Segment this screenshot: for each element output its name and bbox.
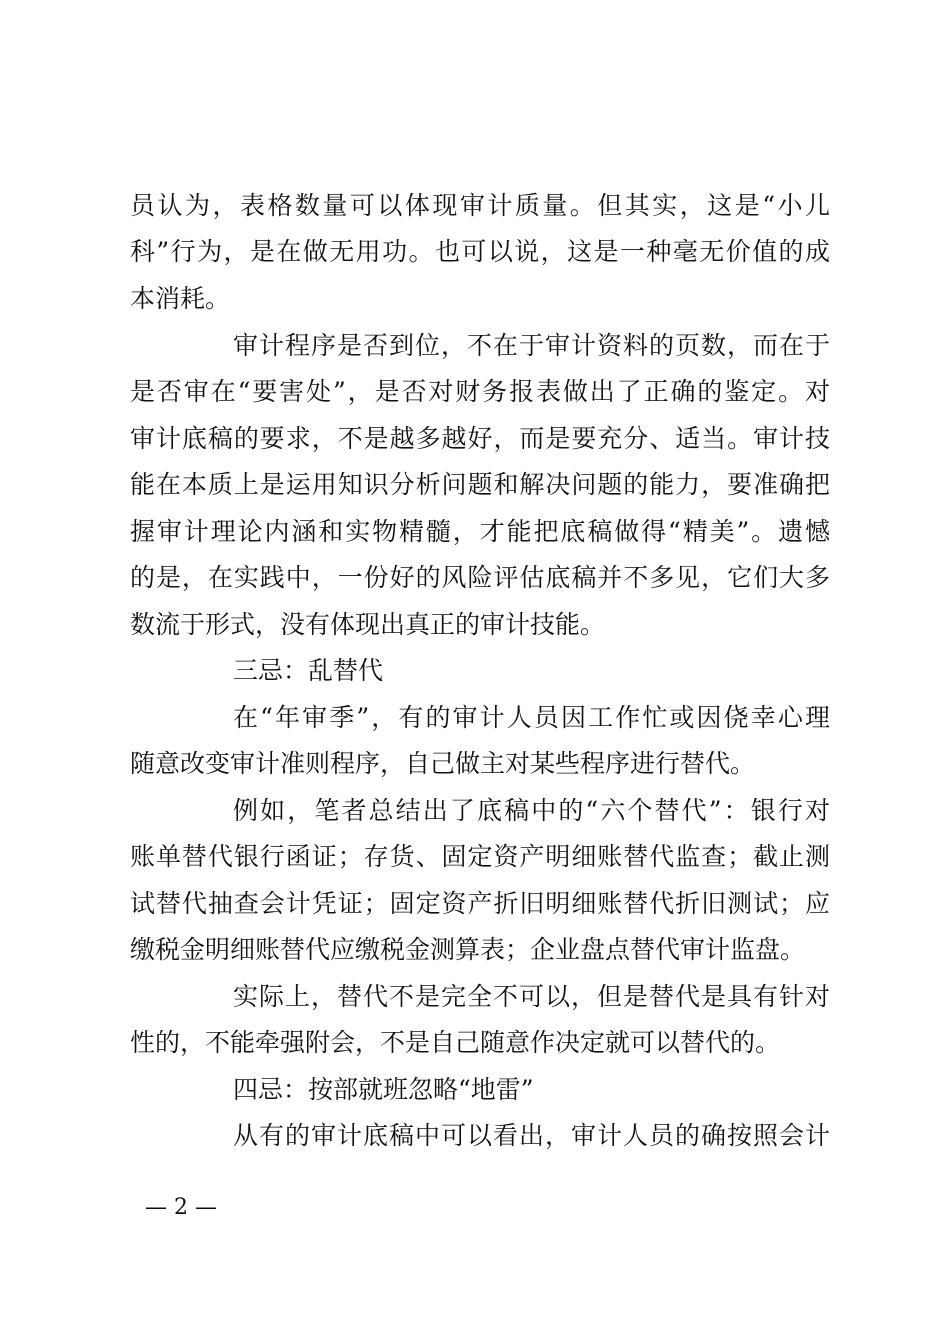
text-line-10: 数流于形式，没有体现出真正的审计技能。 — [130, 610, 606, 639]
section-heading-three: 三忌：乱替代 — [233, 656, 384, 685]
text-line-13: 随意改变审计准则程序，自己做主对某些程序进行替代。 — [130, 749, 756, 778]
text-line-18: 实际上，替代不是完全不可以，但是替代是具有针对 — [233, 982, 830, 1011]
section-heading-four: 四忌：按部就班忽略“地雷” — [233, 1075, 534, 1104]
text-line-4: 审计程序是否到位，不在于审计资料的页数，而在于 — [233, 331, 830, 360]
text-line-2: 科”行为，是在做无用功。也可以说，这是一种毫无价值的成 — [130, 237, 830, 266]
text-line-5: 是否审在“要害处”，是否对财务报表做出了正确的鉴定。对 — [130, 377, 830, 406]
text-line-21: 从有的审计底稿中可以看出，审计人员的确按照会计 — [233, 1121, 830, 1150]
text-line-19: 性的，不能牵强附会，不是自己随意作决定就可以替代的。 — [130, 1028, 781, 1057]
text-line-17: 缴税金明细账替代应缴税金测算表；企业盘点替代审计监盘。 — [130, 935, 806, 964]
page-number: — 2 — — [145, 1195, 217, 1220]
text-line-14: 例如，笔者总结出了底稿中的“六个替代”：银行对 — [233, 796, 830, 825]
text-line-6: 审计底稿的要求，不是越多越好，而是要充分、适当。审计技 — [130, 424, 830, 453]
text-line-1: 员认为，表格数量可以体现审计质量。但其实，这是“小儿 — [130, 191, 830, 220]
text-line-16: 试替代抽查会计凭证；固定资产折旧明细账替代折旧测试；应 — [130, 889, 830, 918]
text-line-7: 能在本质上是运用知识分析问题和解决问题的能力，要准确把 — [130, 470, 830, 499]
text-line-8: 握审计理论内涵和实物精髓，才能把底稿做得“精美”。遗憾 — [130, 517, 830, 546]
text-line-12: 在“年审季”，有的审计人员因工作忙或因侥幸心理 — [233, 703, 830, 732]
text-line-9: 的是，在实践中，一份好的风险评估底稿并不多见，它们大多 — [130, 563, 830, 592]
text-line-3: 本消耗。 — [130, 284, 231, 313]
text-line-15: 账单替代银行函证；存货、固定资产明细账替代监查；截止测 — [130, 842, 830, 871]
